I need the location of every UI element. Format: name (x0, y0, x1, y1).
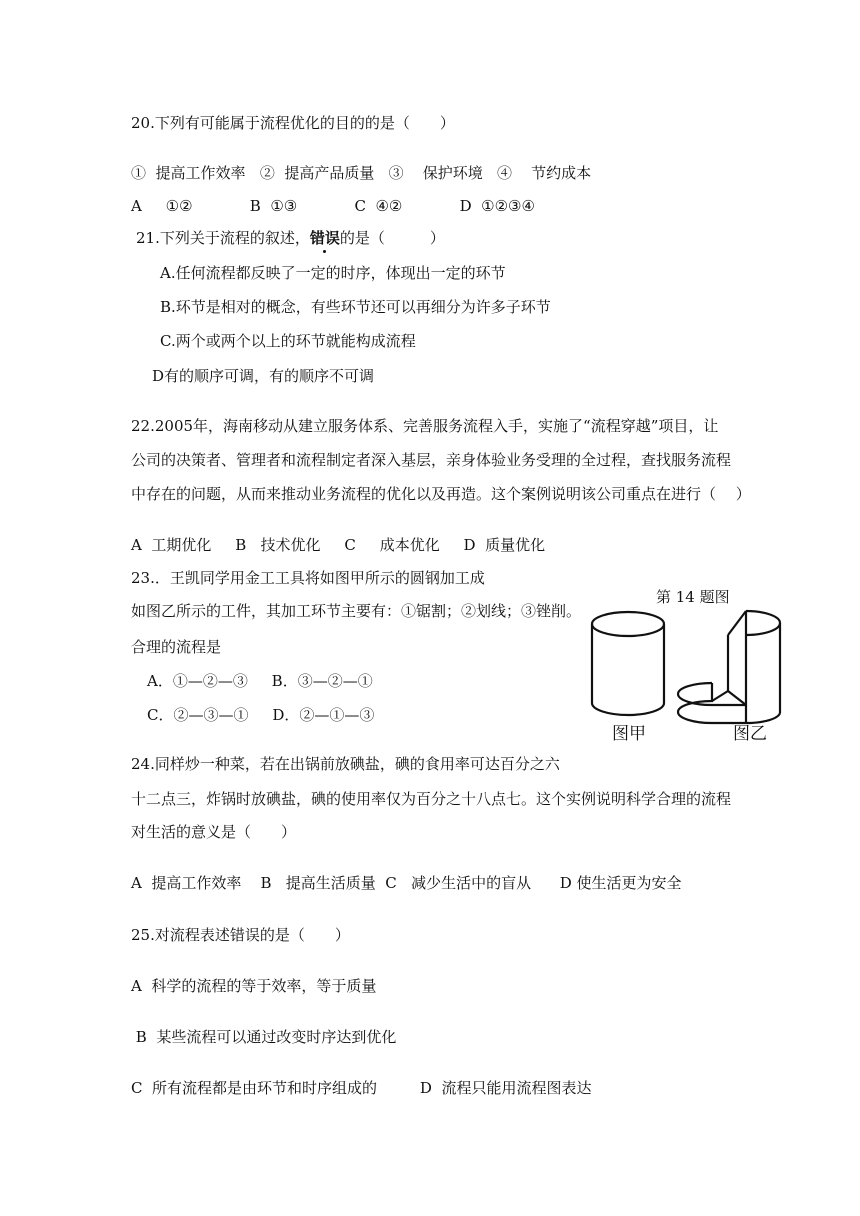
q21-option-a: A.任何流程都反映了一定的时序，体现出一定的环节 (160, 264, 506, 282)
q23-line-1: 23.．王凯同学用金工工具将如图甲所示的圆钢加工成 (131, 569, 485, 587)
q25-option-a: A 科学的流程的等于效率，等于质量 (131, 977, 377, 995)
q20-items: ① 提高工作效率 ② 提高产品质量 ③ 保护环境 ④ 节约成本 (131, 164, 592, 182)
q21-option-c: C.两个或两个以上的环节就能构成流程 (160, 332, 416, 350)
q25-option-b: B 某些流程可以通过改变时序达到优化 (131, 1028, 397, 1046)
q24-options: A 提高工作效率 B 提高生活质量 C 减少生活中的盲从 D 使生活更为安全 (131, 874, 682, 892)
q25-stem: 25.对流程表述错误的是（ ） (131, 926, 350, 944)
q21-stem-before: 21.下列关于流程的叙述， (136, 229, 310, 247)
q21-option-b: B.环节是相对的概念，有些环节还可以再细分为许多子环节 (160, 298, 551, 316)
q22-line-2: 公司的决策者、管理者和流程制定者深入基层，亲身体验业务受理的全过程，查找服务流程 (131, 451, 732, 469)
q21-stem-after: 的是（ ） (339, 229, 445, 247)
q23-options-cd: C．②—③—① D．②—①—③ (147, 706, 375, 724)
figure-label-yi: 图乙 (733, 724, 767, 744)
q21-emphasis-word: 错误 (309, 229, 340, 247)
q20-stem: 20.下列有可能属于流程优化的目的的是（ ） (131, 114, 455, 132)
machined-workpiece-drawing (678, 611, 780, 723)
q24-line-2: 十二点三，炸锅时放碘盐，碘的使用率仅为百分之十八点七。这个实例说明科学合理的流程 (131, 790, 732, 808)
q21-option-d: D有的顺序可调，有的顺序不可调 (152, 367, 375, 385)
q22-line-3: 中存在的问题，从而来推动业务流程的优化以及再造。这个案例说明该公司重点在进行（ ） (131, 485, 751, 503)
q21-stem (136, 228, 445, 248)
q23-line-3: 合理的流程是 (131, 638, 222, 656)
q24-line-3: 对生活的意义是（ ） (131, 823, 297, 841)
q20-options: A ①② B ①③ C ④② D ①②③④ (131, 197, 535, 215)
q24-line-1: 24.同样炒一种菜，若在出锅前放碘盐，碘的食用率可达百分之六 (131, 755, 560, 773)
figure-label-jia: 图甲 (612, 724, 646, 744)
q22-options: A 工期优化 B 技术优化 C 成本优化 D 质量优化 (131, 536, 546, 554)
round-steel-bar-drawing (592, 612, 664, 715)
q22-line-1: 22.2005年，海南移动从建立服务体系、完善服务流程入手，实施了“流程穿越”项目，让 (131, 417, 719, 435)
figure-caption: 第 14 题图 (656, 588, 730, 606)
q25-options-cd: C 所有流程都是由环节和时序组成的 D 流程只能用流程图表达 (131, 1079, 592, 1097)
q23-line-2: 如图乙所示的工件，其加工环节主要有：①锯割；②划线；③锉削。 (131, 602, 582, 620)
q23-options-ab: A．①—②—③ B．③—②—① (147, 672, 373, 690)
